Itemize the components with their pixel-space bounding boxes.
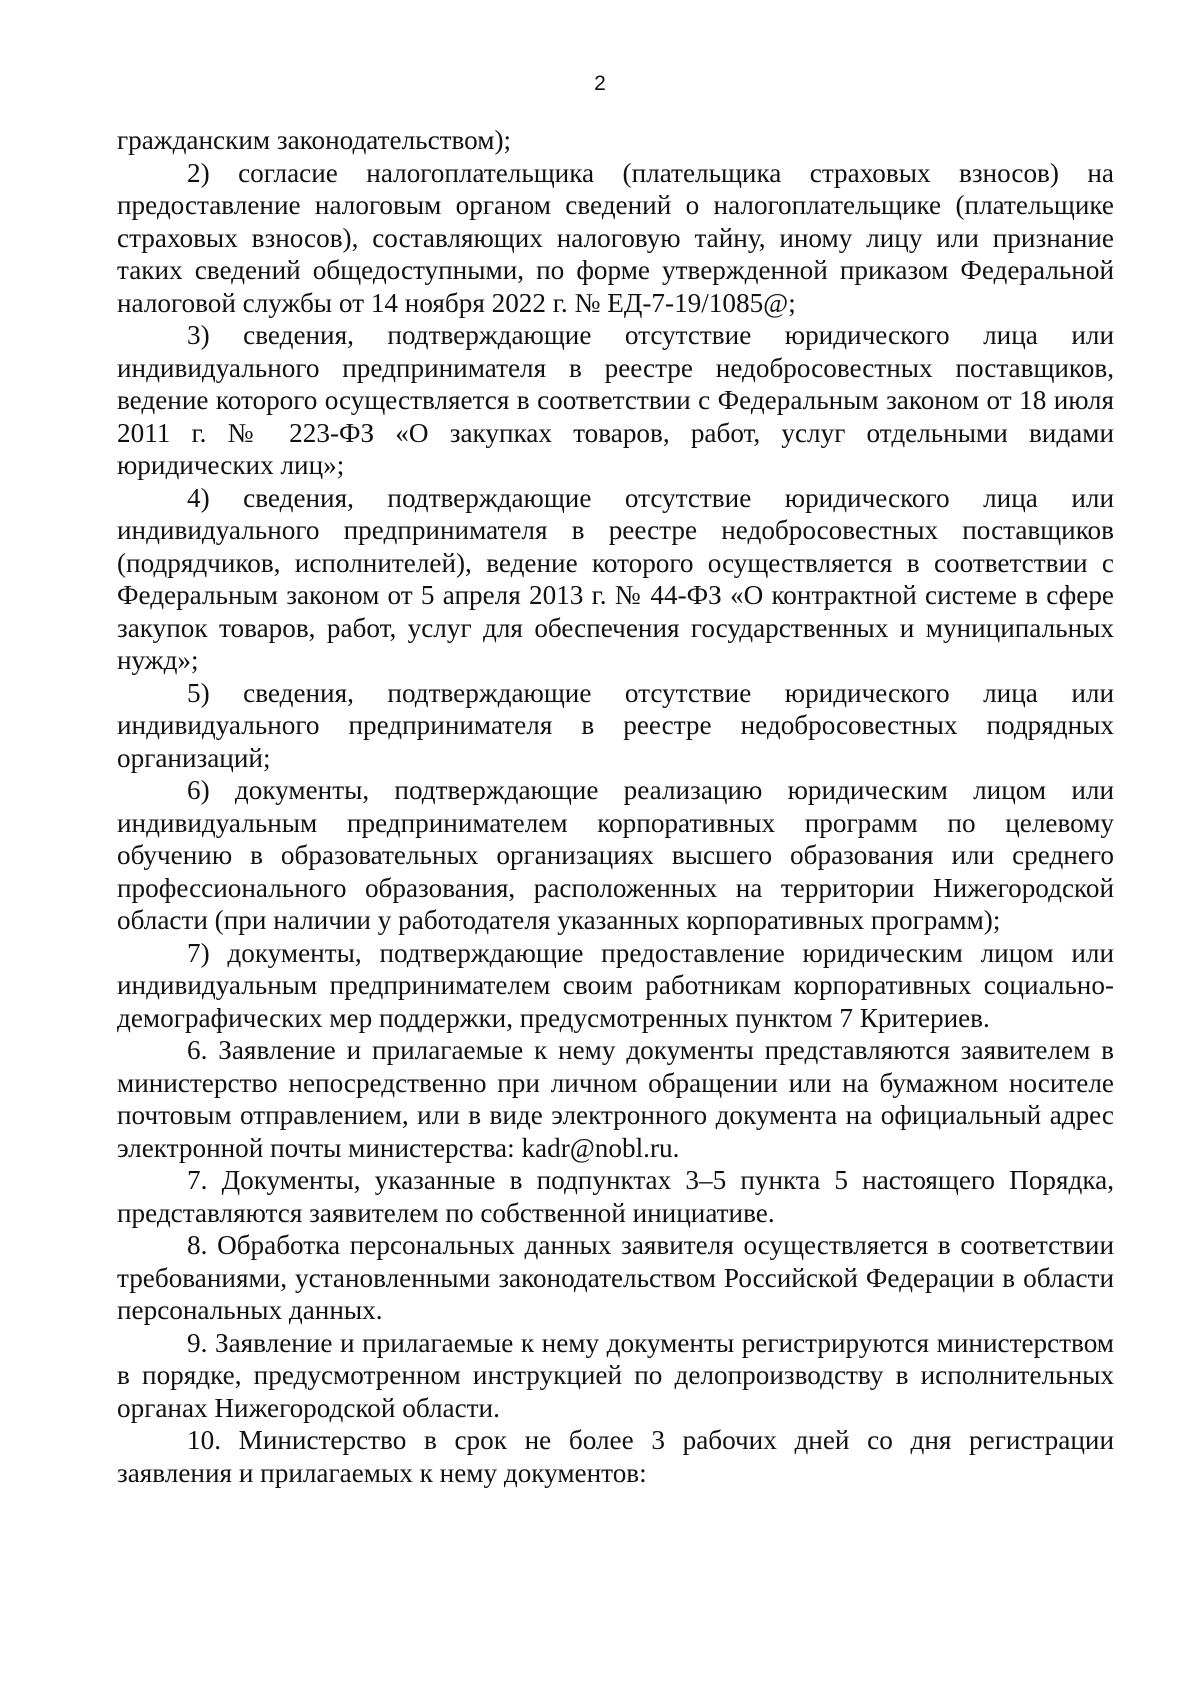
document-body — [117, 124, 1114, 1489]
paragraph-clause-6: 6. Заявление и прилагаемые к нему документы представляются заявителем в министерство непосредственно при личном обращении или на бумажном носителе почтовым отправлением, или в виде электронного документа на официальный адрес электронной почты министерства: kadr@nobl.ru. — [117, 1035, 1114, 1163]
page-number: 2 — [594, 72, 606, 95]
paragraph-clause-8: 8. Обработка персональных данных заявителя осуществляется в соответствии требованиями, установленными законодательством Российской Федерации в области персональных данных. — [117, 1230, 1114, 1325]
paragraph-item-7: 7) документы, подтверждающие предоставление юридическим лицом или индивидуальным предпринимателем своим работникам корпоративных социально-демографических мер поддержки, предусмотренных пунктом 7 Критериев. — [117, 937, 1114, 1033]
paragraph-item-3: 3) сведения, подтверждающие отсутствие юридического лица или индивидуального предпринимателя в реестре недобросовестных поставщиков, ведение которого осуществляется в соответствии с Федеральным законом от 18 июля 2011 г. № 223-ФЗ «О закупках товаров, работ, услуг отдельными видами юридических лиц»; — [117, 320, 1114, 480]
paragraph-item-4: 4) сведения, подтверждающие отсутствие юридического лица или индивидуального предпринимателя в реестре недобросовестных поставщиков (подрядчиков, исполнителей), ведение которого осуществляется в соответствии с Федеральным законом от 5 апреля 2013 г. № 44-ФЗ «О контрактной системе в сфере закупок товаров, работ, услуг для обеспечения государственных и муниципальных нужд»; — [117, 482, 1114, 675]
paragraph-item-2: 2) согласие налогоплательщика (плательщика страховых взносов) на предоставление налоговым органом сведений о налогоплательщике (плательщике страховых взносов), составляющих налоговую тайну, иному лицу или признание таких сведений общедоступными, по форме утвержденной приказом Федеральной налоговой службы от 14 ноября 2022 г. № ЕД-7-19/1085@; — [117, 157, 1114, 318]
paragraph-item-6: 6) документы, подтверждающие реализацию юридическим лицом или индивидуальным предпринимателем корпоративных программ по целевому обучению в образовательных организациях высшего образования или среднего профессионального образования, расположенных на территории Нижегородской области (при наличии у работодателя указанных корпоративных программ); — [117, 775, 1114, 935]
paragraph-clause-10: 10. Министерство в срок не более 3 рабочих дней со дня регистрации заявления и прилагаемых к нему документов: — [117, 1425, 1114, 1488]
paragraph-item-5: 5) сведения, подтверждающие отсутствие юридического лица или индивидуального предпринимателя в реестре недобросовестных подрядных организаций; — [117, 677, 1114, 773]
paragraph-continuation: гражданским законодательством); — [117, 125, 512, 155]
paragraph-clause-7: 7. Документы, указанные в подпунктах 3–5 пункта 5 настоящего Порядка, представляются заявителем по собственной инициативе. — [117, 1165, 1114, 1228]
paragraph-clause-9: 9. Заявление и прилагаемые к нему документы регистрируются министерством в порядке, предусмотренном инструкцией по делопроизводству в исполнительных органах Нижегородской области. — [117, 1327, 1114, 1423]
